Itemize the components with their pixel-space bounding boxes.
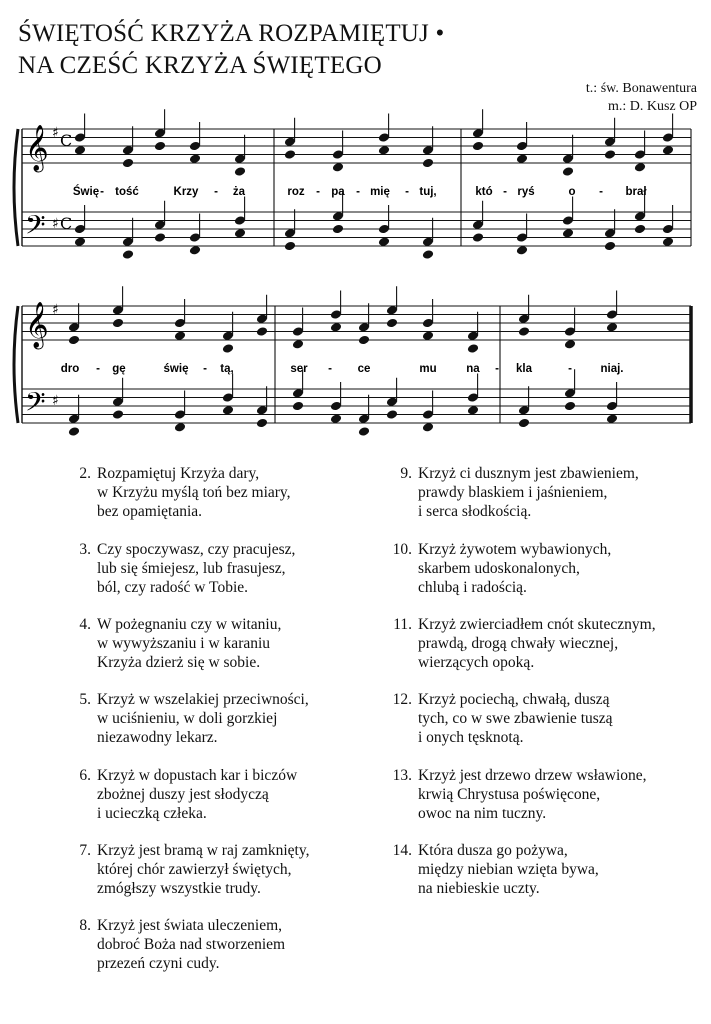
stanza-number: 14. bbox=[392, 842, 412, 859]
stanza-line: w Krzyżu myślą toń bez miary, bbox=[97, 484, 291, 501]
note-head bbox=[68, 335, 80, 346]
lyric-syllable: - bbox=[96, 363, 100, 375]
song-title-line-2: NA CZEŚĆ KRZYŻA ŚWIĘTEGO bbox=[18, 52, 382, 79]
lyric-syllable: mu bbox=[419, 363, 437, 375]
stanza-line: krwią Chrystusa poświęcone, bbox=[418, 786, 601, 803]
stanza-line: Krzyż w dopustach kar i biczów bbox=[97, 767, 298, 784]
stanza-line: owoc na nim tuczny. bbox=[418, 805, 547, 822]
note-head bbox=[386, 318, 398, 329]
stanza-number: 4. bbox=[79, 616, 91, 633]
note-head bbox=[422, 158, 434, 169]
stanza-line: Czy spoczywasz, czy pracujesz, bbox=[97, 541, 296, 558]
stanza-line: bez opamiętania. bbox=[97, 503, 203, 520]
stanza-line: i onych tęsknotą. bbox=[418, 729, 524, 746]
note-head bbox=[467, 343, 479, 354]
stanza-line: zbożnej duszy jest słodyczą bbox=[97, 786, 269, 803]
note-head bbox=[256, 418, 268, 429]
lyric-syllable: roz bbox=[287, 186, 305, 198]
stanza-line: Rozpamiętuj Krzyża dary, bbox=[97, 465, 260, 482]
bass-clef: 𝄢 bbox=[25, 209, 46, 247]
lyric-syllable: ryś bbox=[517, 186, 535, 198]
lyric-syllable: na bbox=[466, 363, 480, 375]
stanza-line: w uciśnieniu, w doli gorzkiej bbox=[97, 710, 278, 727]
stanza-number: 6. bbox=[79, 767, 91, 784]
note-head bbox=[386, 409, 398, 420]
stanza-line: Krzyż jest świata uleczeniem, bbox=[97, 917, 283, 934]
stanza-line: ból, czy radość w Tobie. bbox=[97, 579, 249, 596]
stanza bbox=[393, 615, 656, 672]
stanza-number: 8. bbox=[79, 917, 91, 934]
stanza bbox=[79, 766, 298, 823]
stanza-line: przezeń czyni cudy. bbox=[97, 955, 220, 972]
stanza-line: Krzyż zwierciadłem cnót skutecznym, bbox=[418, 616, 656, 633]
stanza-number: 10. bbox=[392, 541, 412, 558]
lyric-syllable: dro bbox=[60, 363, 80, 375]
key-signature: ♯ bbox=[52, 393, 59, 409]
lyric-syllable: - bbox=[599, 186, 603, 198]
lyric-syllable: o bbox=[568, 186, 576, 198]
note-head bbox=[358, 335, 370, 346]
stanza-line: tych, co w swe zbawienie tuszą bbox=[418, 710, 613, 727]
stanza-line: lub się śmiejesz, lub frasujesz, bbox=[97, 560, 286, 577]
note-head bbox=[518, 326, 530, 337]
stanza bbox=[400, 464, 639, 521]
stanza-line: Krzyż w wszelakiej przeciwności, bbox=[97, 691, 309, 708]
stanza-line: Krzyż jest bramą w raj zamknięty, bbox=[97, 842, 310, 859]
note-head bbox=[292, 401, 304, 412]
stanza bbox=[79, 464, 291, 521]
stanza-number: 3. bbox=[79, 541, 91, 558]
stanza bbox=[392, 766, 647, 823]
stanza bbox=[79, 841, 310, 898]
treble-clef: 𝄞 bbox=[25, 125, 49, 171]
lyric-syllable: świę bbox=[163, 363, 189, 375]
lyric-syllable: - bbox=[316, 186, 320, 198]
stanza-line: między niebian wzięta bywa, bbox=[418, 861, 599, 878]
lyric-syllable: tuj, bbox=[419, 186, 437, 198]
stanza-line: Krzyż jest drzewo drzew wsławione, bbox=[418, 767, 647, 784]
note-head bbox=[284, 149, 296, 160]
stanza-line: niezawodny lekarz. bbox=[97, 729, 218, 746]
lyric-syllable: kla bbox=[516, 363, 532, 375]
note-head bbox=[562, 166, 574, 177]
stanza bbox=[392, 841, 599, 898]
time-signature: C bbox=[60, 214, 73, 233]
lyric-syllable: - bbox=[495, 363, 499, 375]
lyric-syllable: tą, bbox=[220, 363, 234, 375]
stanza-line: w wywyższaniu i w karaniu bbox=[97, 635, 271, 652]
lyric-syllable: - bbox=[203, 363, 207, 375]
note-head bbox=[112, 409, 124, 420]
stanza-line: Krzyż żywotem wybawionych, bbox=[418, 541, 612, 558]
music-score bbox=[0, 0, 711, 440]
stanza-line: i serca słodkością. bbox=[418, 503, 532, 520]
note-head bbox=[154, 141, 166, 152]
note-head bbox=[604, 149, 616, 160]
lyric-syllable: tość bbox=[115, 186, 139, 198]
lyric-syllable: - bbox=[568, 363, 572, 375]
note-head bbox=[604, 241, 616, 252]
lyric-syllable: - bbox=[100, 186, 104, 198]
stanza-line: Krzyż ci dusznym jest zbawieniem, bbox=[418, 465, 639, 482]
note-head bbox=[634, 224, 646, 235]
note-head bbox=[518, 418, 530, 429]
stanza-line: wierzących opoką. bbox=[418, 654, 535, 671]
stanza-line: W pożegnaniu czy w witaniu, bbox=[97, 616, 282, 633]
lyric-syllable: któ bbox=[475, 186, 493, 198]
key-signature: ♯ bbox=[52, 125, 59, 141]
note-head bbox=[332, 224, 344, 235]
key-signature: ♯ bbox=[52, 302, 59, 318]
stanza-line: prawdą, drogą chwały wiecznej, bbox=[418, 635, 619, 652]
stanza bbox=[392, 690, 613, 747]
brace bbox=[14, 129, 18, 246]
stanza-line: na niebieskie uczty. bbox=[418, 880, 540, 897]
treble-clef: 𝄞 bbox=[25, 302, 49, 348]
stanza bbox=[79, 690, 309, 747]
stanza-line: chlubą i radością. bbox=[418, 579, 527, 596]
key-signature: ♯ bbox=[52, 216, 59, 232]
lyric-syllable: - bbox=[214, 186, 218, 198]
stanza-line: Krzyża dzierż się w sobie. bbox=[97, 654, 261, 671]
bass-clef: 𝄢 bbox=[25, 386, 46, 424]
stanza-number: 5. bbox=[79, 691, 91, 708]
lyric-syllable: ser bbox=[290, 363, 308, 375]
note-head bbox=[422, 249, 434, 260]
lyric-syllable: mię bbox=[370, 186, 390, 198]
stanza-number: 9. bbox=[400, 465, 412, 482]
lyric-syllable: ża bbox=[232, 186, 246, 198]
note-head bbox=[68, 426, 80, 437]
stanza-line: skarbem udoskonalonych, bbox=[418, 560, 580, 577]
stanza bbox=[79, 615, 282, 672]
brace bbox=[14, 306, 18, 423]
time-signature: C bbox=[60, 131, 73, 150]
lyric-syllable: ce bbox=[357, 363, 371, 375]
lyric-syllable: - bbox=[405, 186, 409, 198]
stanza-line: Która dusza go pożywa, bbox=[418, 842, 568, 859]
note-head bbox=[112, 318, 124, 329]
lyric-syllable: niaj. bbox=[600, 363, 624, 375]
note-head bbox=[256, 326, 268, 337]
lyric-syllable: - bbox=[356, 186, 360, 198]
note-head bbox=[284, 241, 296, 252]
stanza bbox=[79, 916, 286, 973]
lyric-syllable: Świę bbox=[72, 186, 100, 198]
stanza-number: 11. bbox=[393, 616, 412, 633]
lyric-syllable: Krzy bbox=[173, 186, 199, 198]
note-head bbox=[358, 426, 370, 437]
stanza-line: dobroć Boża nad stworzeniem bbox=[97, 936, 286, 953]
stanza-number: 13. bbox=[392, 767, 412, 784]
note-head bbox=[122, 158, 134, 169]
stanza bbox=[79, 540, 296, 597]
note-head bbox=[564, 401, 576, 412]
lyric-syllable: gę bbox=[112, 363, 126, 375]
lyric-syllable: - bbox=[503, 186, 507, 198]
note-head bbox=[472, 232, 484, 243]
stanza-line: zmógłszy wszystkie trudy. bbox=[97, 880, 261, 897]
note-head bbox=[222, 343, 234, 354]
stanza-line: której chór zawierzył świętych, bbox=[97, 861, 292, 878]
lyric-syllable: brał bbox=[625, 186, 647, 198]
song-title-line-1: ŚWIĘTOŚĆ KRZYŻA ROZPAMIĘTUJ • bbox=[18, 20, 445, 47]
text-author: t.: św. Bonawentura bbox=[585, 81, 697, 96]
stanza bbox=[392, 540, 612, 597]
note-head bbox=[122, 249, 134, 260]
note-head bbox=[472, 141, 484, 152]
stanza-number: 12. bbox=[392, 691, 412, 708]
lyric-syllable: - bbox=[328, 363, 332, 375]
stanza-line: i ucieczką człeka. bbox=[97, 805, 207, 822]
note-head bbox=[154, 232, 166, 243]
stanza-number: 7. bbox=[79, 842, 91, 859]
music-author: m.: D. Kusz OP bbox=[607, 99, 697, 114]
stanza-number: 2. bbox=[79, 465, 91, 482]
stanza-line: Krzyż pociechą, chwałą, duszą bbox=[418, 691, 610, 708]
score-system-2 bbox=[14, 286, 691, 437]
lyric-syllable: pa bbox=[331, 186, 345, 198]
stanza-line: prawdy blaskiem i jaśnieniem, bbox=[418, 484, 608, 501]
score-system-1 bbox=[14, 109, 691, 260]
note-head bbox=[234, 166, 246, 177]
